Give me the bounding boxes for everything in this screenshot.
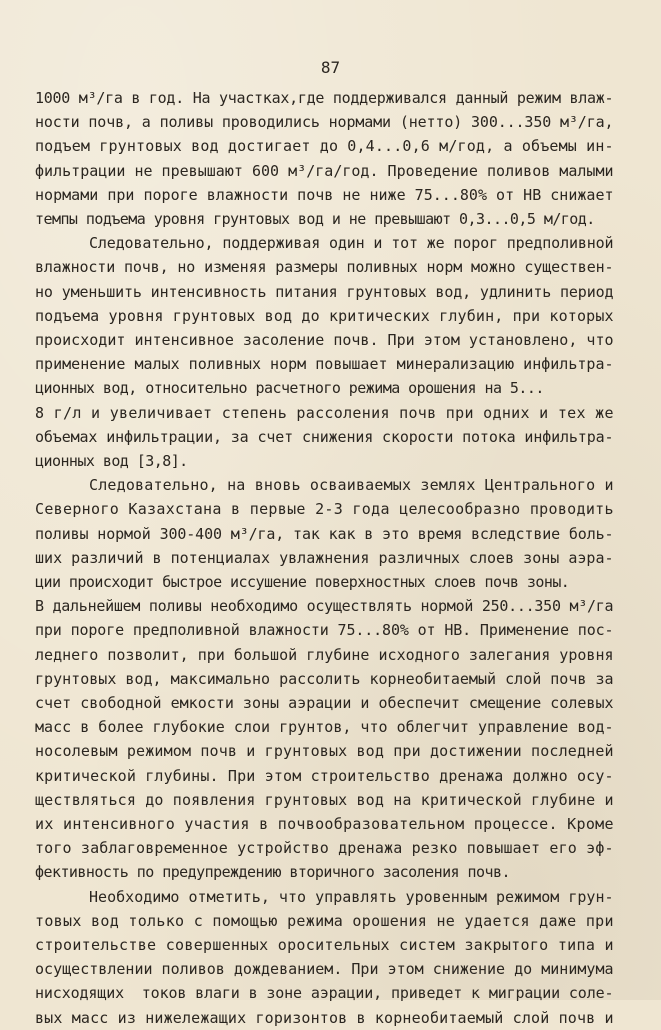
text-line — [0, 715, 661, 739]
text-line — [0, 449, 661, 473]
text-line-content: при пороге предполивной влажности 75...80% от НВ. Применение пос- — [35, 621, 614, 640]
text-line-content: леднего позволит, при большой глубине исходного залегания уровня — [35, 645, 614, 664]
text-line-content: грунтовых вод, максимально рассолить корнеобитаемый слой почв за — [35, 669, 614, 688]
text-line — [0, 667, 661, 691]
text-line-content: Необходимо отметить, что управлять уровенным режимом грун- — [89, 887, 614, 906]
text-line — [0, 280, 661, 304]
text-line — [0, 183, 661, 207]
text-line — [0, 933, 661, 957]
text-line-content: осуществлении поливов дождеванием. При этом снижение до минимума — [35, 960, 614, 979]
text-line-content: критической глубины. При этом строительство дренажа должно осу- — [35, 766, 614, 785]
text-line — [0, 110, 661, 134]
text-line-content: применение малых поливных норм повышает минерализацию инфильтра- — [35, 355, 614, 374]
text-line-content: товых вод только с помощью режима орошения не удается даже при — [35, 911, 614, 930]
text-line-content: объемах инфильтрации, за счет снижения скорости потока инфильтра- — [35, 427, 614, 446]
text-line-content: поливы нормой 300-400 м³/га, так как в это время вследствие боль- — [35, 524, 614, 543]
text-line-content: нисходящих токов влаги в зоне аэрации, приведет к миграции соле- — [35, 984, 614, 1003]
text-line-content: Северного Казахстана в первые 2-3 года целесообразно проводить — [35, 500, 614, 519]
text-line-content: того заблаговременное устройство дренажа резко повышает его эф- — [35, 839, 614, 858]
text-line-content: ности почв, а поливы проводились нормами (нетто) 300...350 м³/га, — [35, 113, 614, 132]
text-line — [0, 376, 661, 400]
text-line-content: подъема уровня грунтовых вод до критических глубин, при которых — [35, 306, 614, 325]
text-line — [0, 425, 661, 449]
text-line — [0, 643, 661, 667]
text-line-content: 1000 м³/га в год. На участках,где поддерживался данный режим влаж- — [35, 89, 614, 107]
text-line-content: носолевым режимом почв и грунтовых вод при достижении последней — [35, 742, 614, 761]
text-line-content: ционных вод [3,8]. — [35, 452, 188, 470]
text-line — [0, 473, 661, 497]
text-line-content: подъем грунтовых вод достигает до 0,4...0,6 м/год, а объемы ин- — [35, 137, 614, 156]
text-line-content: Следовательно, поддерживая один и тот же порог предполивной — [89, 234, 614, 253]
text-line — [0, 981, 661, 1005]
text-line-content: ществляться до появления грунтовых вод на критической глубине и — [35, 790, 614, 809]
text-line — [0, 764, 661, 788]
text-line — [0, 304, 661, 328]
text-line — [0, 159, 661, 183]
text-line — [0, 909, 661, 933]
page-number: 87 — [320, 58, 341, 77]
text-line-content: В дальнейшем поливы необходимо осуществлять нормой 250...350 м³/га — [35, 597, 614, 616]
text-line-content: счет свободной емкости зоны аэрации и обеспечит смещение солевых — [35, 694, 614, 712]
text-line — [0, 812, 661, 836]
text-line — [0, 1006, 661, 1030]
text-line-content: фективность по предупреждению вторичного засоления почв. — [35, 863, 510, 882]
text-line-content: ции происходит быстрое иссушение поверхностных слоев почв зоны. — [35, 573, 570, 591]
text-line — [0, 522, 661, 546]
text-line-content: темпы подъема уровня грунтовых вод и не превышают 0,3...0,5 м/год. — [35, 210, 595, 228]
text-line-content: но уменьшить интенсивность питания грунтовых вод, удлинить период — [35, 282, 614, 301]
text-line — [0, 788, 661, 812]
text-line — [0, 860, 661, 884]
text-line-content: фильтрации не превышают 600 м³/га/год. Проведение поливов малыми — [35, 161, 614, 180]
text-line-content: строительстве совершенных оросительных систем закрытого типа и — [35, 936, 614, 954]
text-line-content: 8 г/л и увеличивает степень рассоления почв при одних и тех же — [35, 403, 614, 422]
text-line-content: вых масс из нижележащих горизонтов в корнеобитаемый слой почв и — [35, 1008, 614, 1027]
text-line — [0, 691, 661, 715]
text-line — [0, 885, 661, 909]
text-line — [0, 618, 661, 642]
text-line — [0, 957, 661, 981]
text-line-content: Следовательно, на вновь осваиваемых землях Центрального и — [89, 476, 614, 495]
text-line — [0, 594, 661, 618]
text-line-content: масс в более глубокие слои грунтов, что облегчит управление вод- — [35, 718, 614, 737]
text-line — [0, 546, 661, 570]
text-line-content: нормами при пороге влажности почв не ниже 75...80% от НВ снижает — [35, 185, 614, 204]
text-line — [0, 739, 661, 763]
text-line-content: ционных вод, относительно расчетного режима орошения на 5... — [35, 379, 544, 398]
text-line — [0, 328, 661, 352]
text-line-content: их интенсивного участия в почвообразовательном процессе. Кроме — [35, 815, 614, 833]
text-line-content: происходит интенсивное засоление почв. При этом установлено, что — [35, 331, 614, 349]
text-line — [0, 352, 661, 376]
text-line-content: ших различий в потенциалах увлажнения различных слоев зоны аэра- — [35, 548, 614, 567]
text-line — [0, 836, 661, 860]
text-line — [0, 255, 661, 279]
text-line — [0, 231, 661, 255]
text-line — [0, 134, 661, 158]
text-line — [0, 207, 661, 231]
text-line — [0, 497, 661, 521]
text-line — [0, 401, 661, 425]
text-line — [0, 86, 661, 110]
text-line — [0, 570, 661, 594]
text-line-content: влажности почв, но изменяя размеры поливных норм можно существен- — [35, 258, 614, 277]
